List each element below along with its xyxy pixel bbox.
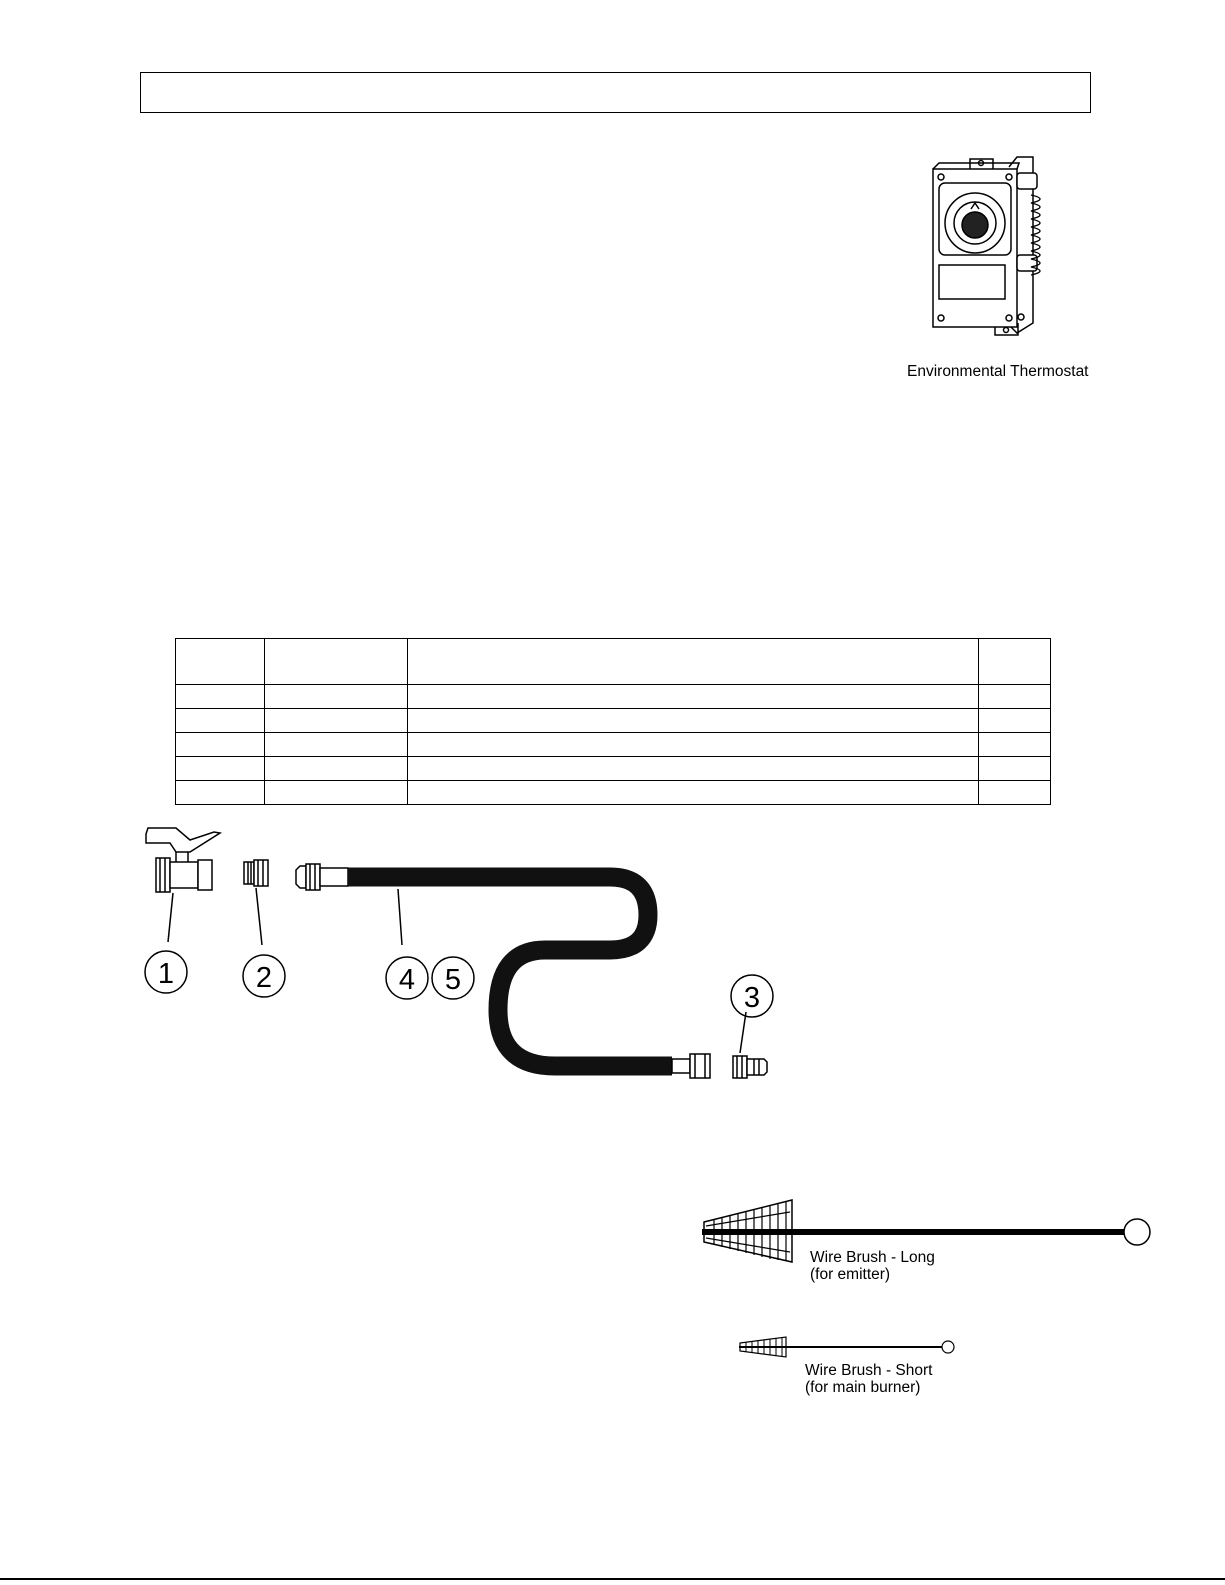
caption-line: (for main burner) — [805, 1379, 921, 1396]
wire-brush-short-icon — [739, 1337, 954, 1357]
callout-number: 2 — [255, 962, 273, 994]
footer-rule — [0, 1578, 1225, 1580]
gas-hose-icon — [348, 877, 672, 1066]
caption-line: Wire Brush - Short — [805, 1362, 933, 1379]
wire-brush-short-caption — [805, 1362, 932, 1396]
callout-number: 4 — [398, 964, 416, 996]
thermostat-caption: Environmental Thermostat — [907, 363, 1089, 380]
caption-line: (for emitter) — [810, 1266, 891, 1283]
bushing-icon — [244, 860, 268, 945]
ball-valve-icon — [146, 828, 220, 942]
wire-brush-long-caption — [810, 1249, 935, 1283]
callout-number: 5 — [444, 964, 462, 996]
adapter-icon — [733, 1012, 767, 1078]
hose-fitting-right-icon — [672, 1054, 710, 1078]
callout-number: 1 — [157, 958, 175, 990]
callout-number: 3 — [743, 982, 761, 1014]
caption-line: Wire Brush - Long — [810, 1249, 935, 1266]
hose-fitting-left-icon — [296, 864, 348, 890]
